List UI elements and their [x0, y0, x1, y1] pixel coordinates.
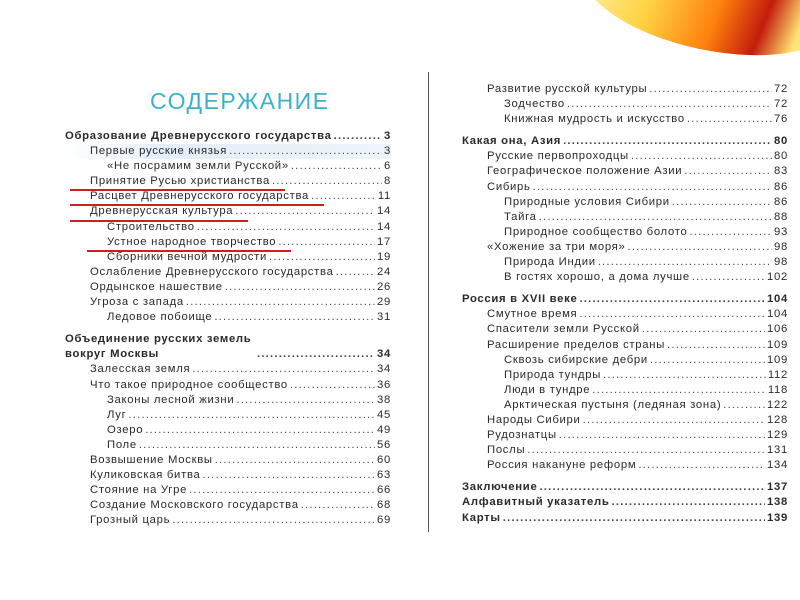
- toc-entry-page: 88: [774, 210, 788, 223]
- toc-entry-title: Алфавитный указатель: [462, 496, 610, 509]
- toc-entry-page: 93: [774, 225, 788, 238]
- toc-entry-title: Расширение пределов страны: [487, 338, 666, 351]
- dot-leader: [684, 164, 772, 179]
- dot-leader: [692, 270, 765, 285]
- toc-entry-page: 26: [377, 280, 391, 293]
- toc-entry-title: Первые русские князья: [90, 145, 228, 158]
- toc-entry[interactable]: [462, 149, 788, 164]
- dot-leader: [539, 210, 772, 225]
- toc-entry[interactable]: [65, 189, 391, 204]
- dot-leader: [649, 82, 772, 97]
- dot-leader: [290, 378, 375, 393]
- toc-entry[interactable]: [462, 255, 788, 270]
- toc-entry-title: Послы: [487, 444, 526, 457]
- dot-leader: [612, 495, 766, 510]
- toc-entry[interactable]: [462, 225, 788, 240]
- dot-leader: [723, 398, 765, 413]
- toc-entry-page: 128: [767, 413, 788, 426]
- toc-entry[interactable]: [462, 413, 788, 428]
- toc-entry-title: Расцвет Древнерусского государства: [90, 190, 310, 203]
- toc-entry-page: 98: [774, 256, 788, 269]
- toc-entry-title: Образование Древнерусского государства: [65, 130, 332, 142]
- toc-entry-page: 138: [767, 496, 788, 509]
- toc-entry-page: 36: [377, 378, 391, 391]
- toc-entry-title: Куликовская битва: [90, 469, 201, 482]
- toc-entry-page: 31: [377, 311, 391, 324]
- toc-entry-title: Стояние на Угре: [90, 484, 188, 497]
- toc-entry-page: 139: [767, 511, 788, 524]
- dot-leader: [215, 453, 375, 468]
- toc-entry-title: Природа Индии: [504, 256, 596, 269]
- toc-entry-page: 68: [377, 499, 391, 512]
- toc-entry[interactable]: [462, 322, 788, 337]
- dot-leader: [592, 383, 766, 398]
- dot-leader: [563, 134, 772, 149]
- dot-leader: [269, 250, 375, 265]
- toc-entry[interactable]: [65, 159, 391, 174]
- toc-entry[interactable]: [462, 383, 788, 398]
- toc-entry-page: 34: [377, 363, 391, 376]
- toc-entry-title: Сибирь: [487, 180, 531, 193]
- toc-entry-page: 80: [774, 135, 788, 148]
- dot-leader: [334, 129, 382, 144]
- dot-leader: [598, 255, 772, 270]
- toc-entry-page: 109: [767, 338, 788, 351]
- toc-entry[interactable]: [65, 220, 391, 235]
- dot-leader: [527, 443, 765, 458]
- toc-entry[interactable]: [65, 408, 391, 423]
- dot-leader: [579, 292, 765, 307]
- toc-entry-page: 109: [767, 353, 788, 366]
- toc-entry-title: Луг: [107, 408, 127, 421]
- toc-entry[interactable]: [462, 292, 788, 307]
- toc-entry-page: 137: [767, 481, 788, 494]
- toc-entry[interactable]: [462, 112, 788, 127]
- toc-entry[interactable]: [462, 428, 788, 443]
- dot-leader: [672, 195, 772, 210]
- toc-entry-title: Природа тундры: [504, 368, 602, 381]
- dot-leader: [172, 513, 375, 528]
- toc-entry-title: Объединение русских земель вокруг Москвы: [65, 333, 252, 361]
- toc-entry[interactable]: [65, 498, 391, 513]
- toc-entry-page: 60: [377, 453, 391, 466]
- toc-entry[interactable]: [462, 307, 788, 322]
- dot-leader: [603, 368, 766, 383]
- toc-entry-title: Географическое положение Азии: [487, 165, 683, 178]
- toc-entry-title: Книжная мудрость и искусство: [504, 113, 685, 126]
- dot-leader: [631, 149, 772, 164]
- toc-entry[interactable]: [462, 180, 788, 195]
- toc-entry[interactable]: [462, 480, 788, 495]
- toc-entry[interactable]: [65, 362, 391, 377]
- page-title: СОДЕРЖАНИЕ: [150, 88, 330, 114]
- dot-leader: [139, 438, 375, 453]
- dot-leader: [638, 458, 765, 473]
- toc-entry-page: 49: [377, 423, 391, 436]
- toc-entry[interactable]: [462, 495, 788, 510]
- toc-entry[interactable]: [65, 280, 391, 295]
- toc-entry-title: Озеро: [107, 423, 144, 436]
- toc-entry-page: 38: [377, 393, 391, 406]
- toc-entry-page: 129: [767, 429, 788, 442]
- toc-entry-page: 19: [377, 250, 391, 263]
- toc-entry-title: Ледовое побоище: [107, 311, 213, 324]
- toc-entry-title: Народы Сибири: [487, 413, 581, 426]
- toc-entry-page: 104: [767, 308, 788, 321]
- dot-leader: [189, 483, 375, 498]
- toc-entry[interactable]: [462, 443, 788, 458]
- toc-entry[interactable]: [65, 204, 391, 219]
- toc-entry[interactable]: [462, 164, 788, 179]
- dot-leader: [291, 159, 382, 174]
- column-divider: [428, 72, 429, 532]
- toc-entry[interactable]: [65, 468, 391, 483]
- toc-entry[interactable]: [462, 368, 788, 383]
- dot-leader: [650, 353, 765, 368]
- toc-entry-title: Какая она, Азия: [462, 135, 562, 148]
- toc-entry-title: Заключение: [462, 481, 538, 494]
- toc-entry-title: Природное сообщество болото: [504, 225, 688, 238]
- toc-entry-page: 76: [774, 113, 788, 126]
- dot-leader: [627, 240, 772, 255]
- toc-entry-page: 66: [377, 484, 391, 497]
- toc-entry-page: 98: [774, 240, 788, 253]
- dot-leader: [145, 423, 375, 438]
- toc-entry-title: Природные условия Сибири: [504, 195, 670, 208]
- dot-leader: [203, 468, 376, 483]
- toc-entry-title: Залесская земля: [90, 363, 191, 376]
- toc-entry[interactable]: [462, 195, 788, 210]
- dot-leader: [579, 307, 765, 322]
- toc-entry-page: 69: [377, 514, 391, 527]
- dot-leader: [128, 408, 375, 423]
- toc-entry-page: 72: [774, 98, 788, 111]
- toc-entry-title: Россия накануне реформ: [487, 459, 637, 472]
- dot-leader: [503, 511, 765, 526]
- dot-leader: [235, 204, 375, 219]
- dot-leader: [642, 322, 765, 337]
- toc-entry[interactable]: [462, 511, 788, 526]
- dot-leader: [236, 393, 375, 408]
- toc-entry-title: Устное народное творчество: [107, 235, 277, 248]
- toc-entry-title: Что такое природное сообщество: [90, 378, 288, 391]
- toc-entry-title: Тайга: [504, 210, 537, 223]
- toc-entry-title: Законы лесной жизни: [107, 393, 235, 406]
- toc-entry-title: Возвышение Москвы: [90, 453, 213, 466]
- toc-entry[interactable]: [65, 265, 391, 280]
- toc-entry-page: 106: [767, 323, 788, 336]
- toc-entry[interactable]: [65, 144, 391, 159]
- toc-entry-page: 6: [384, 160, 391, 173]
- toc-entry-page: 112: [767, 368, 788, 381]
- dot-leader: [272, 174, 382, 189]
- toc-entry[interactable]: [462, 210, 788, 225]
- toc-entry[interactable]: [462, 240, 788, 255]
- toc-entry[interactable]: [65, 453, 391, 468]
- toc-entry[interactable]: [65, 393, 391, 408]
- toc-entry-title: Рудознатцы: [487, 429, 557, 442]
- toc-entry-page: 63: [377, 469, 391, 482]
- dot-leader: [197, 220, 375, 235]
- toc-entry[interactable]: [462, 97, 788, 112]
- toc-entry-title: Сборники вечной мудрости: [107, 250, 268, 263]
- toc-entry-page: 102: [767, 271, 788, 284]
- toc-entry-page: 14: [377, 205, 391, 218]
- toc-entry-title: Зодчество: [504, 98, 565, 111]
- toc-entry-page: 45: [377, 408, 391, 421]
- toc-entry-page: 80: [774, 150, 788, 163]
- dot-leader: [257, 347, 375, 362]
- toc-entry-title: «Хожение за три моря»: [487, 240, 626, 253]
- toc-entry-title: Поле: [107, 438, 137, 451]
- toc-entry-title: Сквозь сибирские дебри: [504, 353, 648, 366]
- toc-entry-title: В гостях хорошо, а дома лучше: [504, 271, 690, 284]
- toc-entry-page: 86: [774, 180, 788, 193]
- toc-entry[interactable]: [462, 398, 788, 413]
- toc-entry[interactable]: [462, 134, 788, 149]
- toc-entry-title: Смутное время: [487, 308, 578, 321]
- dot-leader: [687, 112, 772, 127]
- toc-entry-title: Принятие Русью христианства: [90, 175, 270, 188]
- toc-entry-page: 72: [774, 83, 788, 95]
- toc-entry-page: 134: [767, 459, 788, 472]
- toc-entry-page: 24: [377, 265, 391, 278]
- dot-leader: [214, 310, 375, 325]
- toc-entry[interactable]: [65, 310, 391, 325]
- toc-entry[interactable]: [65, 235, 391, 250]
- dot-leader: [559, 428, 765, 443]
- toc-entry[interactable]: [462, 82, 788, 97]
- toc-entry-title: Древнерусская культура: [90, 205, 234, 218]
- toc-entry-page: 118: [767, 383, 788, 396]
- dot-leader: [689, 225, 772, 240]
- toc-entry-page: 122: [767, 398, 788, 411]
- toc-entry-title: Русские первопроходцы: [487, 150, 629, 163]
- toc-entry[interactable]: [462, 353, 788, 368]
- dot-leader: [583, 413, 765, 428]
- toc-entry-page: 83: [774, 165, 788, 178]
- toc-entry[interactable]: [65, 129, 391, 144]
- dot-leader: [667, 338, 765, 353]
- toc-entry[interactable]: [65, 332, 391, 362]
- toc-entry[interactable]: [65, 423, 391, 438]
- toc-entry-title: Грозный царь: [90, 514, 171, 527]
- toc-entry-title: Арктическая пустыня (ледяная зона): [504, 398, 722, 411]
- toc-entry[interactable]: [462, 270, 788, 285]
- dot-leader: [311, 189, 376, 204]
- toc-entry-title: Карты: [462, 511, 501, 524]
- toc-entry[interactable]: [65, 295, 391, 310]
- toc-entry[interactable]: [462, 458, 788, 473]
- toc-right-column: [462, 82, 788, 526]
- toc-entry-page: 3: [384, 130, 391, 142]
- toc-entry-page: 11: [377, 190, 391, 203]
- toc-entry[interactable]: [65, 483, 391, 498]
- toc-entry-page: 34: [377, 348, 391, 361]
- toc-entry[interactable]: [65, 378, 391, 393]
- toc-left-column: [65, 129, 391, 528]
- toc-entry[interactable]: [65, 174, 391, 189]
- toc-entry-page: 8: [384, 175, 391, 188]
- toc-entry-page: 131: [767, 444, 788, 457]
- toc-entry-page: 86: [774, 195, 788, 208]
- toc-entry-page: 29: [377, 296, 391, 309]
- toc-entry-page: 17: [377, 235, 391, 248]
- toc-entry-title: Угроза с запада: [90, 296, 184, 309]
- toc-entry-page: 14: [377, 220, 391, 233]
- toc-entry[interactable]: [462, 338, 788, 353]
- dot-leader: [533, 180, 772, 195]
- toc-entry-title: Люди в тундре: [504, 383, 591, 396]
- dot-leader: [229, 144, 382, 159]
- dot-leader: [539, 480, 765, 495]
- toc-entry-title: Развитие русской культуры: [487, 83, 648, 95]
- toc-entry-page: 3: [384, 145, 391, 158]
- dot-leader: [186, 295, 375, 310]
- dot-leader: [192, 362, 375, 377]
- dot-leader: [336, 265, 375, 280]
- toc-entry[interactable]: [65, 513, 391, 528]
- toc-entry[interactable]: [65, 250, 391, 265]
- dot-leader: [278, 235, 375, 250]
- toc-entry-title: Ослабление Древнерусского государства: [90, 265, 334, 278]
- dot-leader: [225, 280, 375, 295]
- toc-entry-title: Ордынское нашествие: [90, 280, 223, 293]
- toc-entry[interactable]: [65, 438, 391, 453]
- decorative-swoosh: [571, 0, 800, 76]
- toc-entry-title: Строительство: [107, 220, 195, 233]
- toc-entry-title: «Не посрамим земли Русской»: [107, 160, 289, 173]
- toc-entry-title: Создание Московского государства: [90, 499, 299, 512]
- dot-leader: [567, 97, 772, 112]
- toc-entry-title: Россия в XVII веке: [462, 293, 578, 306]
- toc-entry-page: 104: [767, 293, 788, 306]
- toc-entry-title: Спасители земли Русской: [487, 323, 640, 336]
- toc-entry-page: 56: [377, 438, 391, 451]
- dot-leader: [301, 498, 375, 513]
